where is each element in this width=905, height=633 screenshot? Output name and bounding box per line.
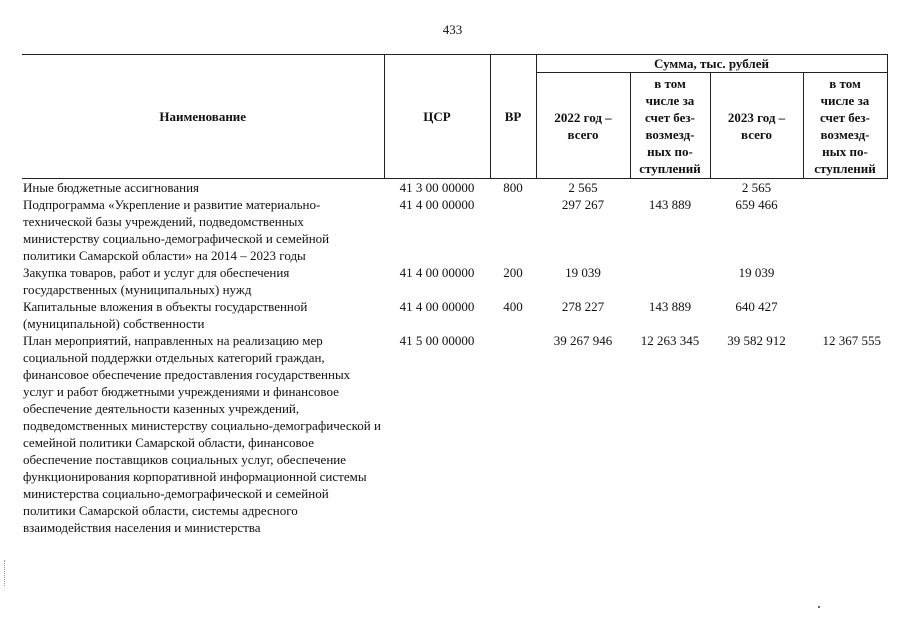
row-2022-free: 12 263 345 xyxy=(640,333,700,348)
row-2022-total: 39 267 946 xyxy=(553,333,613,348)
row-name: Иные бюджетные ассигнования xyxy=(23,180,200,195)
row-2022-free xyxy=(630,179,710,197)
row-2023-total: 2 565 xyxy=(741,180,772,195)
row-2023-total: 39 582 912 xyxy=(727,333,786,348)
row-2023-free xyxy=(803,179,887,197)
table-row xyxy=(22,298,887,332)
row-csr: 41 3 00 00000 xyxy=(399,180,475,195)
row-csr: 41 4 00 00000 xyxy=(399,299,475,314)
header-name: Наименование xyxy=(22,55,384,179)
header-2023-free: в том числе за счет без-возмезд-ных по-ступлений xyxy=(803,73,887,179)
row-2023-total: 19 039 xyxy=(738,265,775,280)
scan-speck xyxy=(818,606,820,608)
row-2022-free xyxy=(630,264,710,298)
row-2022-free: 143 889 xyxy=(648,197,692,212)
budget-table xyxy=(22,54,888,536)
row-vr xyxy=(490,196,536,264)
row-2023-free xyxy=(803,298,887,332)
row-2022-total: 19 039 xyxy=(565,265,601,280)
row-2022-total: 297 267 xyxy=(561,197,605,212)
header-2023-total: 2023 год – всего xyxy=(710,73,803,179)
row-csr: 41 4 00 00000 xyxy=(399,197,475,212)
row-2023-free: 12 367 555 xyxy=(822,333,881,348)
row-2022-free: 143 889 xyxy=(648,299,692,314)
row-csr: 41 4 00 00000 xyxy=(399,265,475,280)
table-header xyxy=(22,55,887,179)
row-2023-free xyxy=(803,264,887,298)
header-2022-total: 2022 год – всего xyxy=(536,73,630,179)
table-row xyxy=(22,264,887,298)
table-row xyxy=(22,196,887,264)
row-2022-total: 278 227 xyxy=(561,299,605,314)
header-vr: ВР xyxy=(490,55,536,179)
row-vr: 800 xyxy=(503,180,523,195)
row-vr: 200 xyxy=(503,265,523,280)
row-vr xyxy=(490,332,536,536)
row-2023-total: 640 427 xyxy=(735,299,778,314)
row-csr: 41 5 00 00000 xyxy=(399,333,475,348)
row-2023-free xyxy=(803,196,887,264)
row-name: План мероприятий, направленных на реализацию мер социальной поддержки отдельных категорий граждан, финансовое обеспечение предоставления государственных услуг и работ бюджетными учреждениями и финансовое обеспечение деятельности казенных учреждений, подведомственных министерству социально-демографической и семейной политики Самарской области, финансовое обеспечение поставщиков социальных услуг, обеспечение функционирования корпоративной информационной системы министерства социально-демографической и семейной политики Самарской области, системы адресного взаимодействия населения и министерства xyxy=(23,333,381,535)
header-2022-free: в том числе за счет без-возмезд-ных по-ступлений xyxy=(630,73,710,179)
header-sum-group: Сумма, тыс. рублей xyxy=(536,55,887,73)
row-name: Подпрограмма «Укрепление и развитие материально-технической базы учреждений, подведомственных министерству социально-демографической и семейной политики Самарской области» на 2014 – 2023 годы xyxy=(23,197,330,263)
row-vr: 400 xyxy=(503,299,523,314)
scan-margin-marks xyxy=(4,560,7,586)
row-name: Закупка товаров, работ и услуг для обеспечения государственных (муниципальных) нужд xyxy=(23,265,290,297)
table-row xyxy=(22,332,887,536)
table-row xyxy=(22,179,887,197)
header-csr: ЦСР xyxy=(384,55,490,179)
row-2022-total: 2 565 xyxy=(568,180,598,195)
row-2023-total: 659 466 xyxy=(735,197,778,212)
row-name: Капитальные вложения в объекты государственной (муниципальной) собственности xyxy=(23,299,308,331)
page-number: 433 xyxy=(442,22,463,37)
